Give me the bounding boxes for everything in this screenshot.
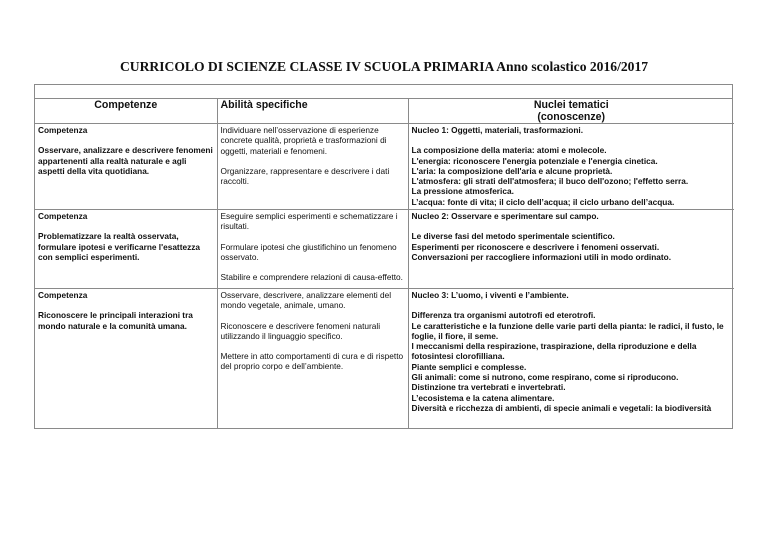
abilita-item: Organizzare, rappresentare e descrivere i dati raccolti. <box>220 165 390 187</box>
nucleo-item: La pressione atmosferica. <box>411 186 514 197</box>
nucleo-item: Piante semplici e complesse. <box>411 361 527 372</box>
document-title: CURRICOLO DI SCIENZE CLASSE IV SCUOLA PRIMARIA Anno scolastico 2016/2017 <box>119 59 649 74</box>
curriculum-table <box>34 84 733 429</box>
nucleo-item: Le diverse fasi del metodo sperimentale scientifico. <box>411 231 615 242</box>
abilita-item: Osservare, descrivere, analizzare elementi del mondo vegetale, animale, umano. <box>220 290 392 311</box>
competenza-label: Competenza <box>38 290 88 300</box>
abilita-item: Eseguire semplici esperimenti e schematizzare i risultati. <box>220 211 398 232</box>
abilita-cell <box>217 210 408 289</box>
nucleo-item: Gli animali: come si nutrono, come respirano, come si riproducono. <box>411 372 679 383</box>
nucleo-cell <box>408 124 734 210</box>
abilita-item: Individuare nell’osservazione di esperienze concrete qualità, proprietà e trasformazioni di oggetti, materiali e fenomeni. <box>220 125 387 156</box>
table-row <box>35 210 734 289</box>
nucleo-title: Nucleo 1: Oggetti, materiali, trasformazioni. <box>411 125 584 135</box>
header-nuclei <box>408 99 734 124</box>
abilita-item: Formulare ipotesi che giustifichino un fenomeno osservato. <box>220 241 397 262</box>
nucleo-item: Differenza tra organismi autotrofi ed eterotrofi. <box>411 310 596 321</box>
nucleo-item: L’acqua: fonte di vita; il ciclo dell’acqua; il ciclo urbano dell’acqua. <box>411 196 675 207</box>
table-row <box>35 124 734 210</box>
header-nuclei-line1: Nuclei tematici <box>533 99 609 111</box>
nucleo-item: L'aria: la composizione dell'aria e alcune proprietà. <box>411 165 613 176</box>
abilita-item: Mettere in atto comportamenti di cura e di rispetto del proprio corpo e dell’ambiente. <box>220 351 404 372</box>
nucleo-item: La composizione della materia: atomi e molecole. <box>411 145 607 156</box>
competenza-text: Problematizzare la realtà osservata, formulare ipotesi e verificarne l'esattezza con semplici esperimenti. <box>38 231 200 262</box>
abilita-item: Stabilire e comprendere relazioni di causa-effetto. <box>220 272 403 283</box>
abilita-cell <box>217 124 408 210</box>
header-row <box>35 99 734 124</box>
competenza-label: Competenza <box>38 211 88 221</box>
nucleo-title: Nucleo 2: Osservare e sperimentare sul campo. <box>411 211 599 221</box>
competenza-cell <box>35 210 217 289</box>
nucleo-item: Le caratteristiche e la funzione delle varie parti della pianta: le radici, il fusto, le foglie, il fiore, il seme. <box>411 320 724 341</box>
competenza-label: Competenza <box>38 125 88 135</box>
competenza-text: Osservare, analizzare e descrivere fenomeni appartenenti alla realtà naturale e agli aspetti della vita quotidiana. <box>38 145 213 176</box>
header-nuclei-line2: (conoscenze) <box>537 111 606 123</box>
nucleo-item: L’ecosistema e la catena alimentare. <box>411 392 555 403</box>
competenza-text: Riconoscere le principali interazioni tra mondo naturale e la comunità umana. <box>38 310 193 331</box>
nucleo-item: Distinzione tra vertebrati e invertebrati. <box>411 382 566 393</box>
abilita-item: Riconoscere e descrivere fenomeni naturali utilizzando il linguaggio specifico. <box>220 320 381 341</box>
header-abilita: Abilità specifiche <box>217 99 408 124</box>
empty-top-row <box>35 85 732 99</box>
nucleo-cell <box>408 289 734 429</box>
competenza-cell <box>35 289 217 429</box>
nucleo-cell <box>408 210 734 289</box>
header-competenze: Competenze <box>35 99 217 124</box>
nucleo-item: L'energia: riconoscere l'energia potenziale e l'energia cinetica. <box>411 155 658 166</box>
nucleo-title: Nucleo 3: L’uomo, i viventi e l’ambiente. <box>411 290 569 300</box>
competenza-cell <box>35 124 217 210</box>
nucleo-item: I meccanismi della respirazione, traspirazione, della riproduzione e della fotosintesi clorofilliana. <box>411 341 697 362</box>
nucleo-item: L'atmosfera: gli strati dell'atmosfera; il buco dell'ozono; l'effetto serra. <box>411 176 689 187</box>
abilita-cell <box>217 289 408 429</box>
nucleo-item: Conversazioni per raccogliere informazioni utili in modo ordinato. <box>411 251 672 262</box>
nucleo-item: Esperimenti per riconoscere e descrivere i fenomeni osservati. <box>411 241 660 252</box>
table-row <box>35 289 734 429</box>
nucleo-item: Diversità e ricchezza di ambienti, di specie animali e vegetali: la biodiversità <box>411 402 712 413</box>
